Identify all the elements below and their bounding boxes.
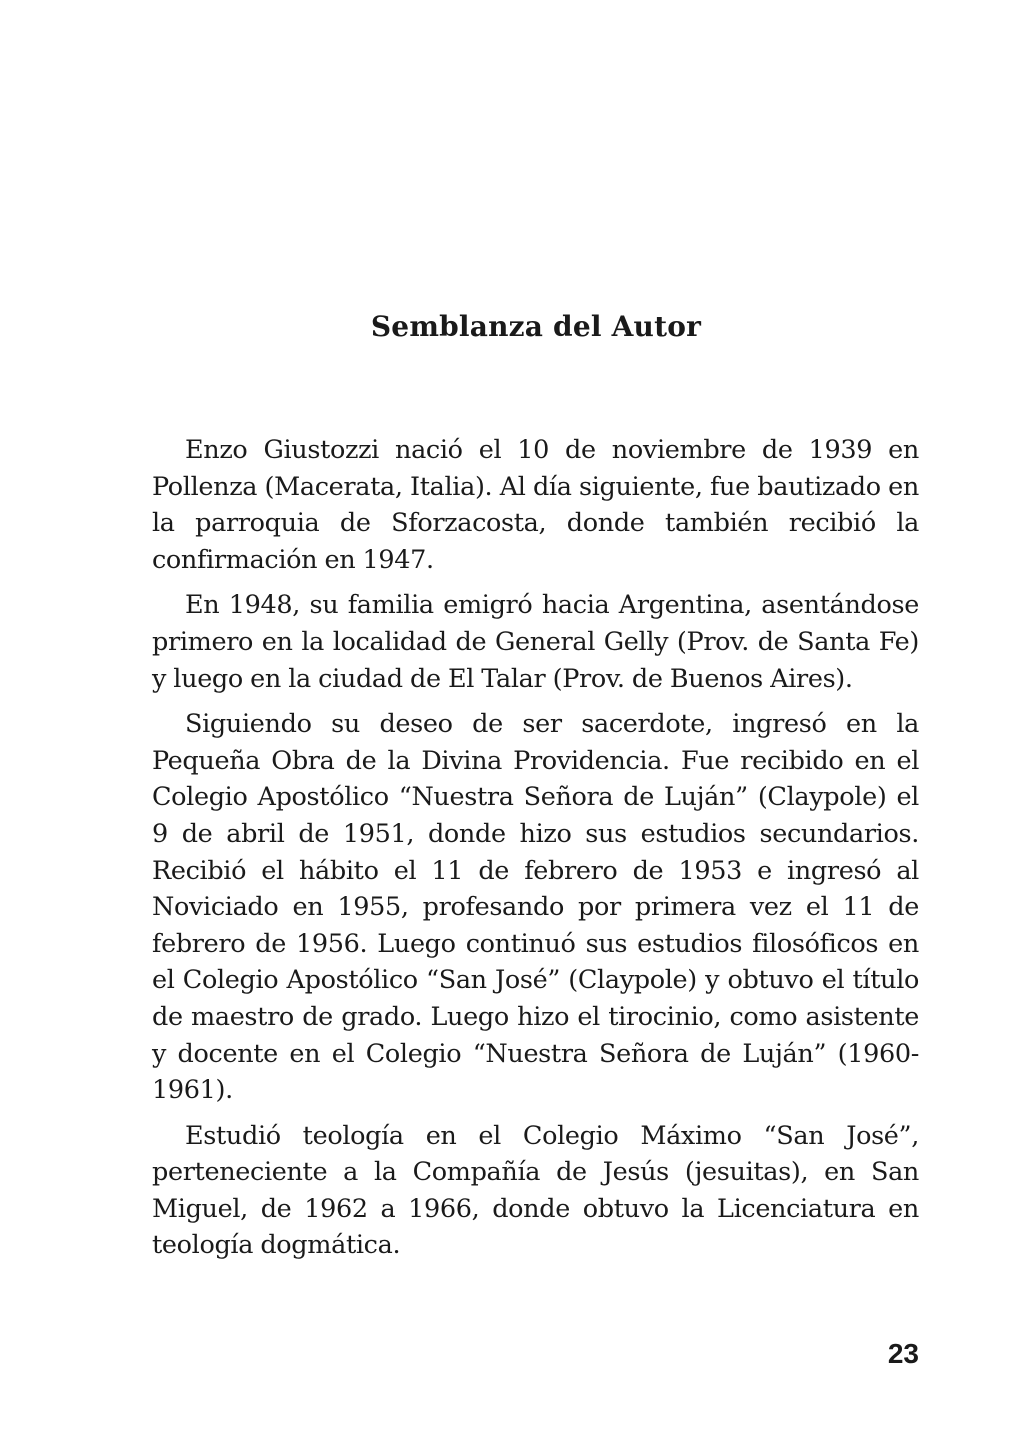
paragraph-emigration: En 1948, su familia emigró hacia Argentina, asentándose primero en la localidad de General Gelly (Prov. de Santa Fe) y luego en la ciudad de El Talar (Prov. de Buenos Aires). — [152, 590, 919, 694]
body-text — [152, 432, 919, 1273]
paragraph-birth: Enzo Giustozzi nació el 10 de noviembre de 1939 en Pollenza (Macerata, Italia). Al día siguiente, fue bautizado en la parroquia de Sforzacosta, donde también recibió la confirmación en 1947. — [152, 435, 919, 575]
page-number: 23 — [887, 1338, 919, 1369]
page-title: Semblanza del Autor — [370, 310, 702, 343]
paragraph-theology: Estudió teología en el Colegio Máximo “San José”, perteneciente a la Compañía de Jesús (jesuitas), en San Miguel, de 1962 a 1966, donde obtuvo la Licenciatura en teología dogmática. — [152, 1120, 919, 1261]
paragraph-vocation: Siguiendo su deseo de ser sacerdote, ingresó en la Pequeña Obra de la Divina Providencia. Fue recibido en el Colegio Apostólico “Nuestra Señora de Luján” (Claypole) el 9 de abril de 1951, donde hizo sus estudios secundarios. Recibió el hábito el 11 de febrero de 1953 e ingresó al Noviciado en 1955, profesando por primera vez el 11 de febrero de 1956. Luego continuó sus estudios filosóficos en el Colegio Apostólico “San José” (Claypole) y obtuvo el título de maestro de grado. Luego hizo el tirocinio, como asistente y docente en el Colegio “Nuestra Señora de Luján” (1960-1961). — [152, 709, 919, 1106]
